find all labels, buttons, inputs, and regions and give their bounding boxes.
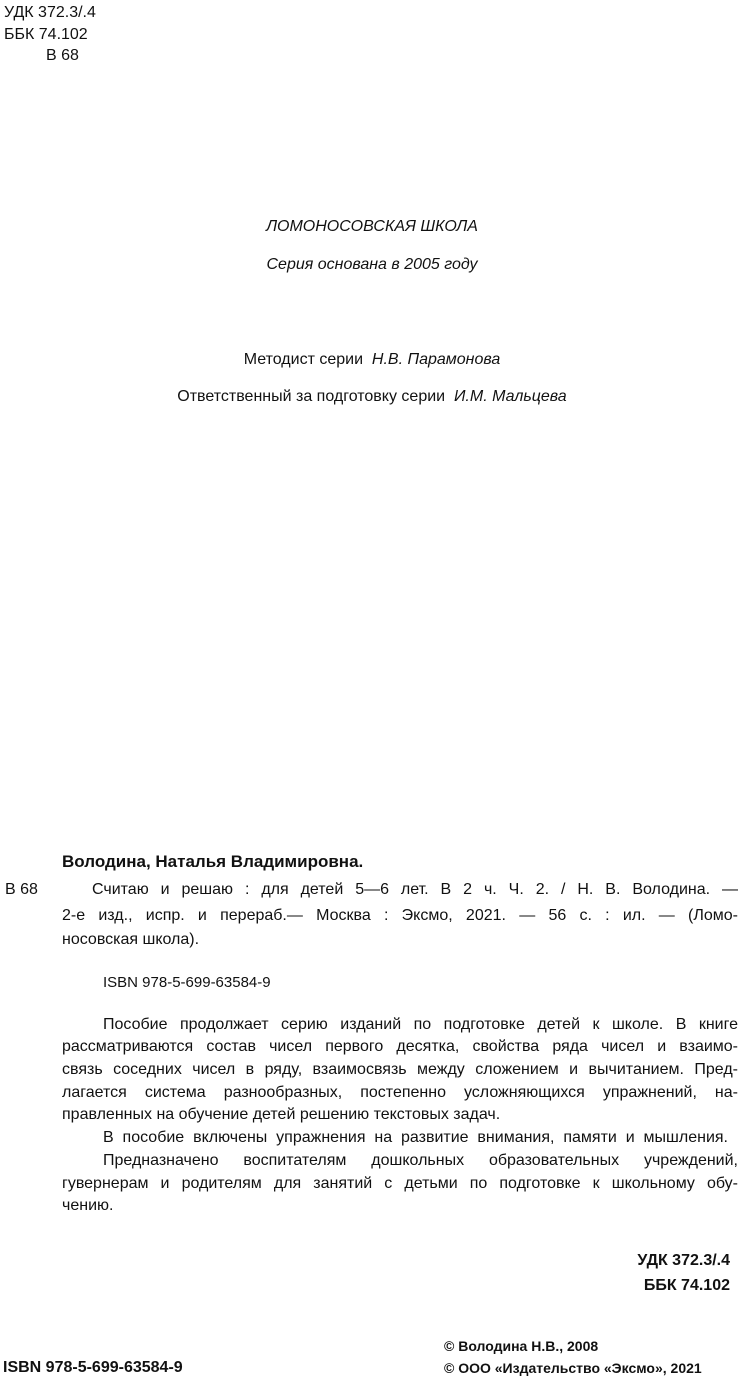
bbk-footer: ББК 74.102 <box>643 1277 730 1294</box>
record-line: 2-е изд., испр. и перераб.— Москва : Эксмо, 2021. — 56 с. : ил. — (Ломо- <box>62 907 738 924</box>
series-name: ЛОМОНОСОВСКАЯ ШКОЛА <box>266 218 478 235</box>
annotation-line: рассматриваются состав чисел первого десятка, свойства ряда чисел и взаимо- <box>62 1038 738 1055</box>
methodist-name: Н.В. Парамонова <box>371 351 501 368</box>
responsible-name: И.М. Мальцева <box>453 388 567 405</box>
annotation-line: Пособие продолжает серию изданий по подготовке детей к школе. В книге <box>103 1016 738 1033</box>
series-responsible <box>0 387 744 407</box>
annotation-line: лагается система разнообразных, постепенно усложняющихся упражнений, на- <box>62 1084 738 1101</box>
series-methodist <box>0 350 744 370</box>
udk-footer: УДК 372.3/.4 <box>637 1252 730 1269</box>
annotation-line: чению. <box>62 1197 114 1214</box>
udk-header: УДК 372.3/.4 <box>4 4 96 21</box>
annotation-line: связь соседних чисел в ряду, взаимосвязь между сложением и вычитанием. Пред- <box>62 1061 738 1078</box>
author-code: В 68 <box>5 881 38 898</box>
author-code-header: В 68 <box>46 47 79 64</box>
author-heading: Володина, Наталья Владимировна. <box>62 852 364 871</box>
annotation-line: В пособие включены упражнения на развитие внимания, памяти и мышления. <box>103 1129 728 1146</box>
responsible-label: Ответственный за подготовку серии <box>177 388 446 405</box>
isbn-record: ISBN 978-5-699-63584-9 <box>103 974 271 991</box>
bbk-header: ББК 74.102 <box>4 26 88 43</box>
record-line: носовская школа). <box>62 931 200 948</box>
record-line: Считаю и решаю : для детей 5—6 лет. В 2 ч. Ч. 2. / Н. В. Володина. — <box>92 881 738 898</box>
annotation-line: правленных на обучение детей решению текстовых задач. <box>62 1106 501 1123</box>
copyright-author: © Володина Н.В., 2008 <box>444 1338 599 1354</box>
annotation-line: гувернерам и родителям для занятий с детьми по подготовке к школьному обу- <box>62 1175 738 1192</box>
isbn-footer: ISBN 978-5-699-63584-9 <box>3 1359 183 1376</box>
series-founded: Серия основана в 2005 году <box>266 256 478 273</box>
copyright-publisher: © ООО «Издательство «Эксмо», 2021 <box>444 1360 702 1376</box>
methodist-label: Методист серии <box>243 351 364 368</box>
annotation-line: Предназначено воспитателям дошкольных образовательных учреждений, <box>103 1152 738 1169</box>
